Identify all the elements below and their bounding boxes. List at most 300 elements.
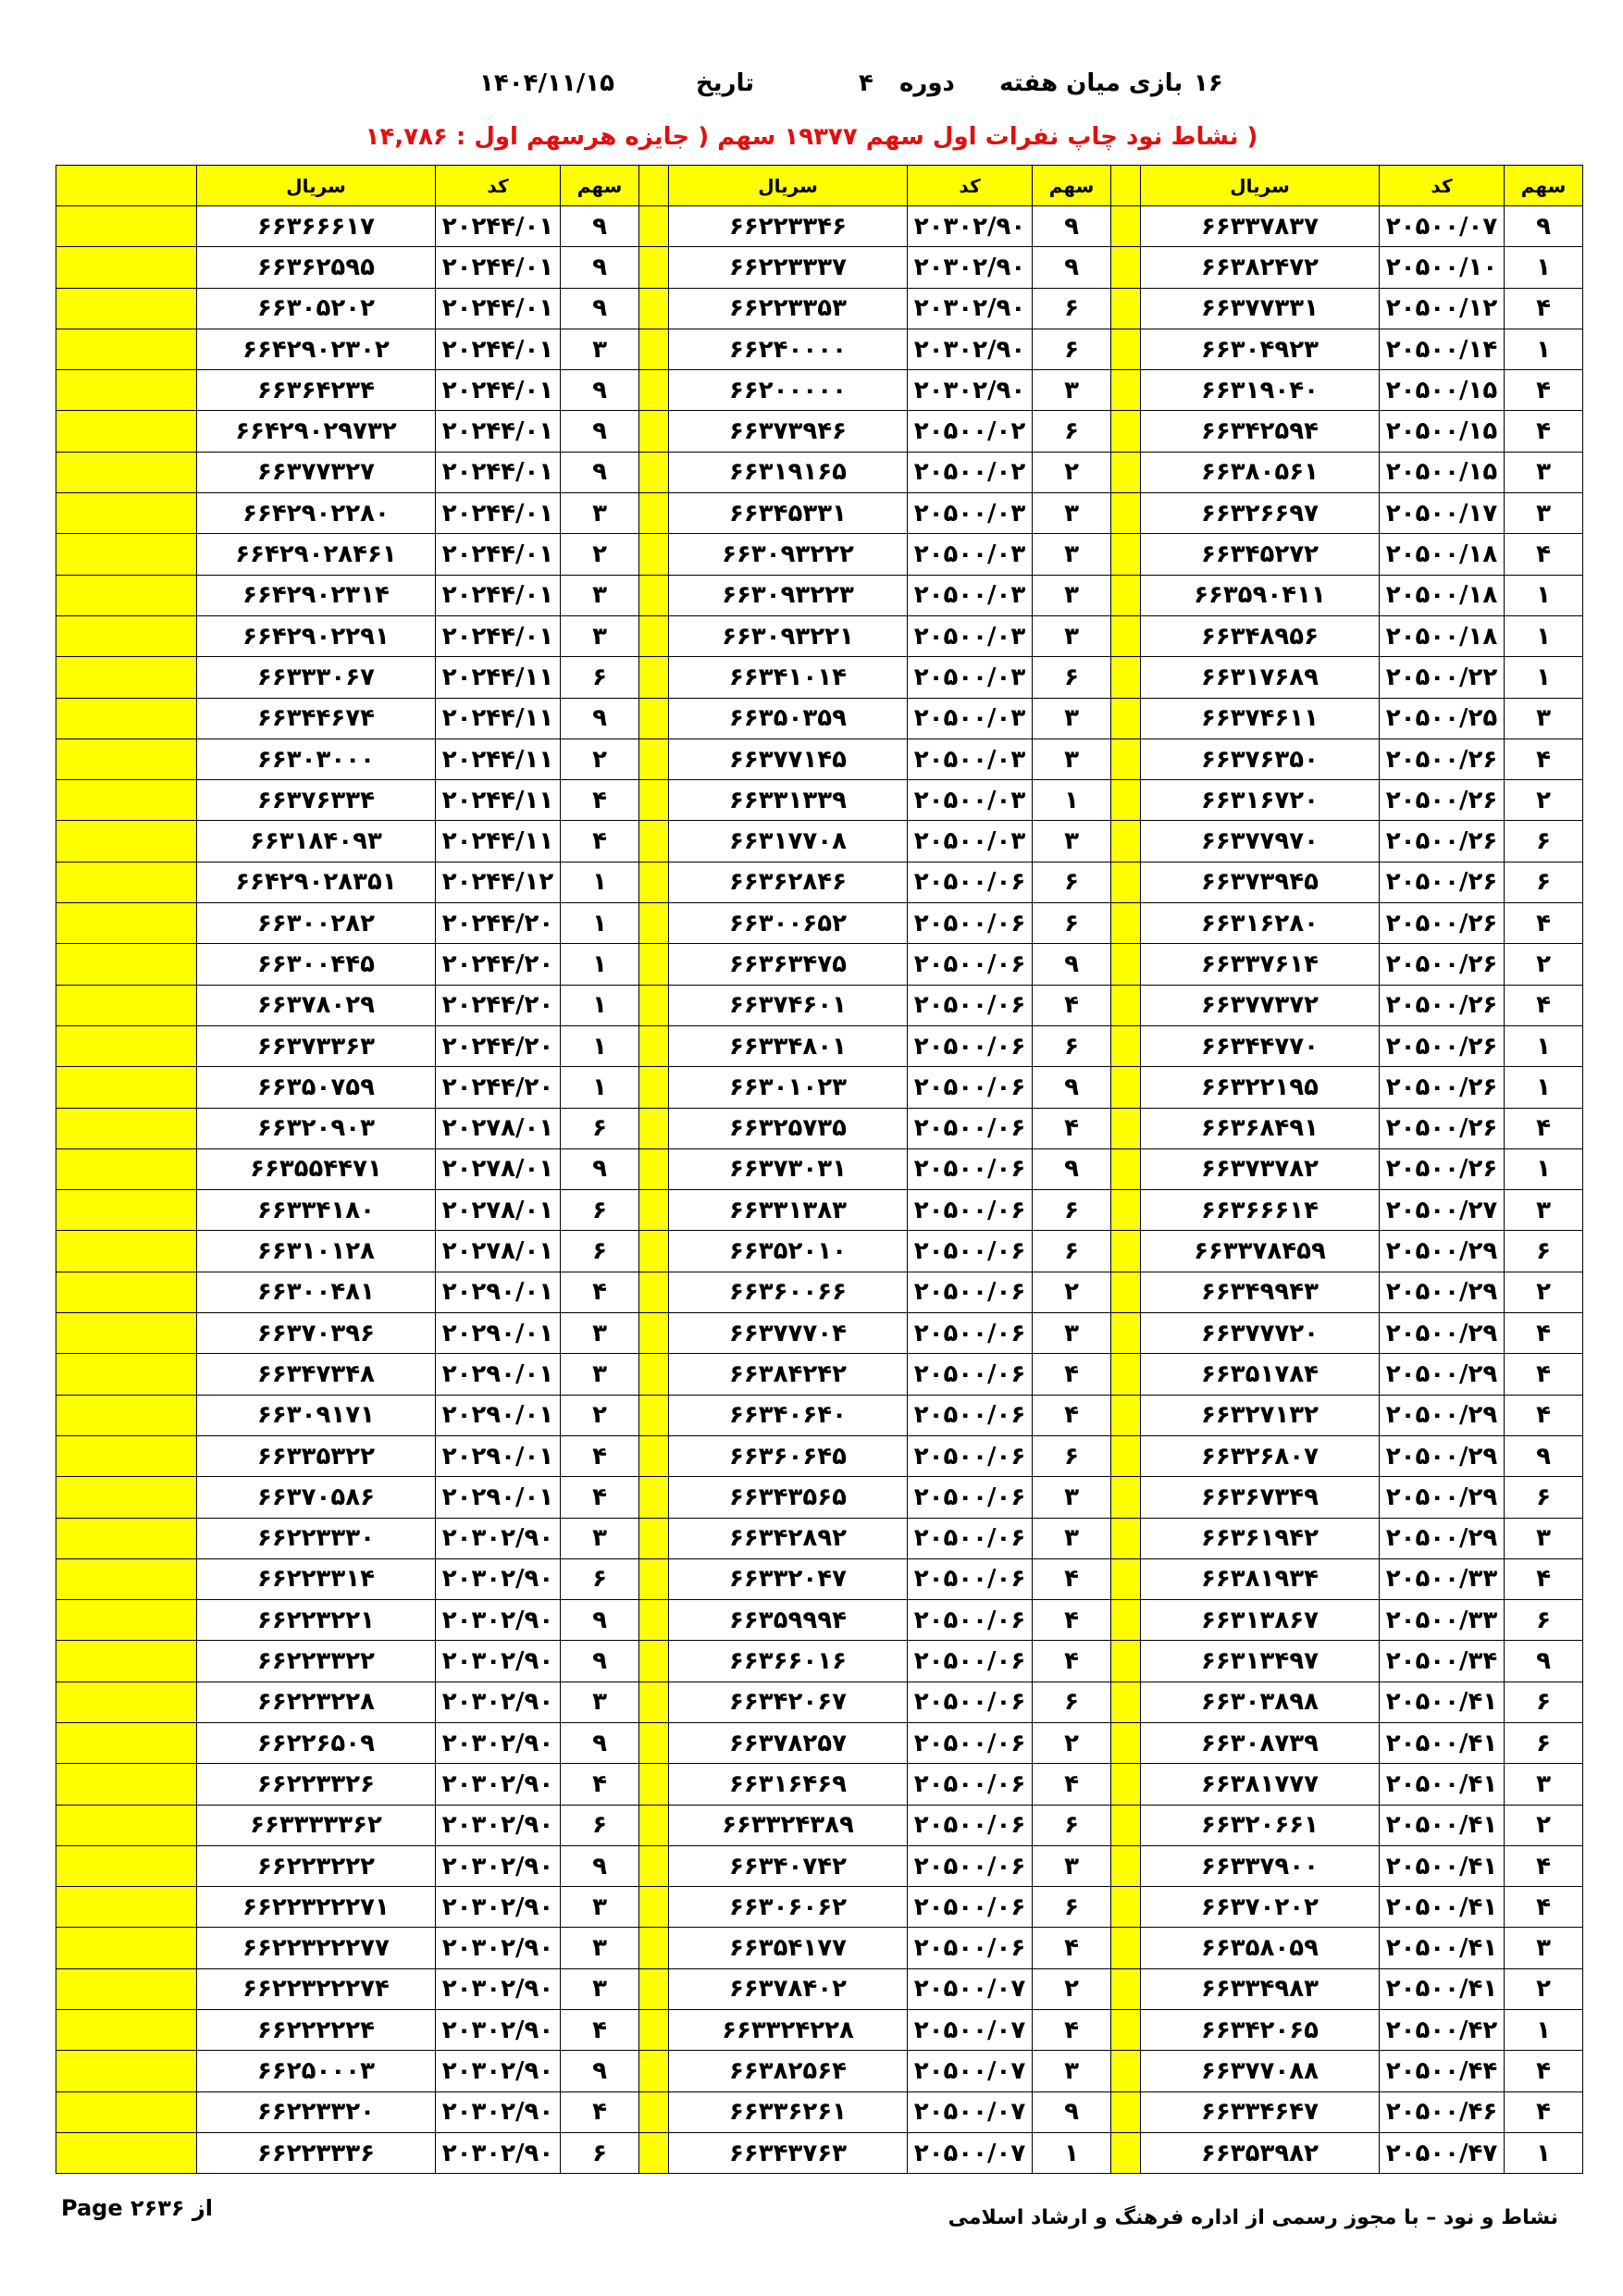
share-cell: ۶: [1033, 1231, 1111, 1272]
column-gap: [1111, 1435, 1141, 1476]
share-cell: ۶: [1033, 1190, 1111, 1231]
share-cell: ۹: [1505, 206, 1583, 247]
serial-cell: ۶۶۳۷۶۳۵۰: [1141, 738, 1380, 779]
share-cell: ۴: [1505, 1313, 1583, 1354]
code-cell: ۲۰۵۰۰/۰۶: [908, 1190, 1033, 1231]
share-cell: ۴: [1505, 411, 1583, 452]
column-gap: [639, 370, 669, 411]
column-gap: [1111, 698, 1141, 738]
share-cell: ۶: [561, 1805, 639, 1845]
serial-cell: ۶۶۳۸۲۴۷۲: [1141, 247, 1380, 288]
column-gap: [1111, 1108, 1141, 1148]
column-gap: [1111, 1887, 1141, 1928]
serial-cell: ۶۶۳۰۹۱۷۱: [197, 1395, 436, 1435]
share-cell: ۱: [561, 944, 639, 985]
column-gap: [56, 944, 197, 985]
code-cell: ۲۰۲۴۴/۱۲: [436, 862, 561, 902]
share-cell: ۹: [561, 247, 639, 288]
table-row: [56, 1435, 1583, 1476]
code-cell: ۲۰۵۰۰/۰۶: [908, 1313, 1033, 1354]
column-gap: [639, 1968, 669, 2009]
share-cell: ۲: [1033, 1968, 1111, 2009]
code-cell: ۲۰۲۷۸/۰۱: [436, 1190, 561, 1231]
code-cell: ۲۰۳۰۲/۹۰: [908, 247, 1033, 288]
column-gap: [56, 615, 197, 656]
share-cell: ۹: [1033, 247, 1111, 288]
code-cell: ۲۰۵۰۰/۰۶: [908, 1148, 1033, 1189]
column-gap: [639, 493, 669, 534]
column-gap: [56, 1845, 197, 1886]
code-cell: ۲۰۵۰۰/۲۲: [1380, 657, 1505, 698]
code-cell: ۲۰۵۰۰/۲۶: [1380, 985, 1505, 1025]
column-gap: [1111, 2132, 1141, 2173]
code-cell: ۲۰۵۰۰/۱۵: [1380, 370, 1505, 411]
share-cell: ۶: [1505, 1600, 1583, 1641]
table-row: [56, 1722, 1583, 1763]
code-cell: ۲۰۳۰۲/۹۰: [436, 1558, 561, 1599]
column-gap: [56, 1025, 197, 1066]
header-code: کد: [436, 166, 561, 206]
serial-cell: ۶۶۳۱۰۱۲۸: [197, 1231, 436, 1272]
serial-cell: ۶۶۲۲۳۲۲۸: [197, 1682, 436, 1722]
table-row: [56, 1641, 1583, 1682]
share-cell: ۹: [561, 2051, 639, 2091]
column-gap: [639, 1395, 669, 1435]
serial-cell: ۶۶۳۴۴۶۷۴: [197, 698, 436, 738]
code-cell: ۲۰۳۰۲/۹۰: [436, 1805, 561, 1845]
column-gap: [639, 2010, 669, 2051]
column-gap: [56, 1764, 197, 1805]
code-cell: ۲۰۲۷۸/۰۱: [436, 1108, 561, 1148]
column-gap: [1111, 2091, 1141, 2132]
column-gap: [639, 780, 669, 821]
serial-cell: ۶۶۳۶۰۰۶۶: [669, 1272, 908, 1312]
serial-cell: ۶۶۳۷۳۰۳۱: [669, 1148, 908, 1189]
serial-cell: ۶۶۳۷۸۰۲۹: [197, 985, 436, 1025]
column-gap: [1111, 166, 1141, 206]
share-cell: ۹: [561, 1600, 639, 1641]
share-cell: ۹: [561, 1722, 639, 1763]
serial-cell: ۶۶۳۸۲۵۶۴: [669, 2051, 908, 2091]
share-cell: ۴: [1505, 1558, 1583, 1599]
column-gap: [639, 1764, 669, 1805]
share-cell: ۳: [1033, 698, 1111, 738]
share-cell: ۹: [1033, 1067, 1111, 1108]
code-cell: ۲۰۲۹۰/۰۱: [436, 1477, 561, 1518]
share-cell: ۱: [561, 903, 639, 944]
code-cell: ۲۰۲۴۴/۱۱: [436, 657, 561, 698]
share-cell: ۱: [561, 985, 639, 1025]
column-gap: [56, 2051, 197, 2091]
code-cell: ۲۰۲۴۴/۲۰: [436, 1067, 561, 1108]
share-cell: ۶: [1033, 903, 1111, 944]
serial-cell: ۶۶۳۲۰۹۰۳: [197, 1108, 436, 1148]
share-cell: ۶: [1505, 1722, 1583, 1763]
code-cell: ۲۰۵۰۰/۲۶: [1380, 738, 1505, 779]
table-header-row: [56, 166, 1583, 206]
serial-cell: ۶۶۳۰۰۴۴۵: [197, 944, 436, 985]
serial-cell: ۶۶۳۷۳۹۴۵: [1141, 862, 1380, 902]
table-row: [56, 1025, 1583, 1066]
share-cell: ۳: [1033, 575, 1111, 615]
code-cell: ۲۰۵۰۰/۲۹: [1380, 1272, 1505, 1312]
code-cell: ۲۰۵۰۰/۰۶: [908, 1558, 1033, 1599]
table-row: [56, 738, 1583, 779]
column-gap: [639, 1190, 669, 1231]
share-cell: ۹: [561, 698, 639, 738]
code-cell: ۲۰۵۰۰/۲۹: [1380, 1354, 1505, 1395]
table-row: [56, 534, 1583, 575]
code-cell: ۲۰۵۰۰/۰۶: [908, 1435, 1033, 1476]
code-cell: ۲۰۵۰۰/۲۶: [1380, 1108, 1505, 1148]
column-gap: [1111, 821, 1141, 862]
share-cell: ۴: [1505, 2051, 1583, 2091]
serial-cell: ۶۶۲۲۳۳۳۰: [197, 1518, 436, 1558]
serial-cell: ۶۶۴۲۹۰۲۲۹۱: [197, 615, 436, 656]
column-gap: [1111, 944, 1141, 985]
serial-cell: ۶۶۳۴۱۰۱۴: [669, 657, 908, 698]
table-row: [56, 944, 1583, 985]
code-cell: ۲۰۵۰۰/۰۶: [908, 1025, 1033, 1066]
code-cell: ۲۰۵۰۰/۰۶: [908, 1887, 1033, 1928]
code-cell: ۲۰۲۴۴/۲۰: [436, 903, 561, 944]
serial-cell: ۶۶۳۴۰۶۴۰: [669, 1395, 908, 1435]
column-gap: [56, 166, 197, 206]
period-value: ۴: [859, 69, 873, 97]
code-cell: ۲۰۲۴۴/۰۱: [436, 452, 561, 492]
serial-cell: ۶۶۳۰۹۳۲۲۳: [669, 575, 908, 615]
serial-cell: ۶۶۳۳۷۶۱۴: [1141, 944, 1380, 985]
header-code: کد: [1380, 166, 1505, 206]
share-cell: ۶: [1033, 1887, 1111, 1928]
code-cell: ۲۰۵۰۰/۰۲: [908, 411, 1033, 452]
share-cell: ۳: [561, 1518, 639, 1558]
share-cell: ۲: [561, 534, 639, 575]
code-cell: ۲۰۳۰۲/۹۰: [436, 1641, 561, 1682]
share-cell: ۴: [1033, 985, 1111, 1025]
code-cell: ۲۰۲۴۴/۱۱: [436, 738, 561, 779]
serial-cell: ۶۶۳۶۱۹۴۲: [1141, 1518, 1380, 1558]
column-gap: [639, 698, 669, 738]
serial-cell: ۶۶۴۲۹۰۲۳۱۴: [197, 575, 436, 615]
table-row: [56, 575, 1583, 615]
serial-cell: ۶۶۳۸۱۷۷۷: [1141, 1764, 1380, 1805]
share-cell: ۳: [1033, 615, 1111, 656]
serial-cell: ۶۶۳۴۴۷۷۰: [1141, 1025, 1380, 1066]
column-gap: [1111, 1764, 1141, 1805]
code-cell: ۲۰۵۰۰/۰۶: [908, 1395, 1033, 1435]
share-cell: ۳: [561, 1682, 639, 1722]
share-cell: ۴: [1505, 1887, 1583, 1928]
serial-cell: ۶۶۳۲۰۶۶۱: [1141, 1805, 1380, 1845]
code-cell: ۲۰۵۰۰/۲۹: [1380, 1313, 1505, 1354]
serial-cell: ۶۶۲۲۲۲۲۴: [197, 2010, 436, 2051]
share-cell: ۹: [561, 1845, 639, 1886]
header-serial: سریال: [1141, 166, 1380, 206]
share-cell: ۱: [1505, 1025, 1583, 1066]
share-cell: ۶: [1033, 1682, 1111, 1722]
share-cell: ۹: [1033, 1148, 1111, 1189]
serial-cell: ۶۶۲۴۰۰۰۰: [669, 329, 908, 369]
table-row: [56, 1108, 1583, 1148]
code-cell: ۲۰۵۰۰/۰۶: [908, 1231, 1033, 1272]
column-gap: [56, 247, 197, 288]
column-gap: [639, 1518, 669, 1558]
serial-cell: ۶۶۲۲۳۲۲۲۷۴: [197, 1968, 436, 2009]
code-cell: ۲۰۵۰۰/۰۳: [908, 615, 1033, 656]
code-cell: ۲۰۵۰۰/۱۸: [1380, 534, 1505, 575]
serial-cell: ۶۶۳۷۳۷۸۲: [1141, 1148, 1380, 1189]
share-cell: ۴: [1033, 1354, 1111, 1395]
page-number: ۱۶: [1194, 69, 1223, 97]
serial-cell: ۶۶۳۸۰۵۶۱: [1141, 452, 1380, 492]
share-cell: ۶: [561, 1190, 639, 1231]
code-cell: ۲۰۵۰۰/۳۳: [1380, 1600, 1505, 1641]
column-gap: [56, 1722, 197, 1763]
code-cell: ۲۰۳۰۲/۹۰: [436, 1764, 561, 1805]
serial-cell: ۶۶۳۳۲۴۲۲۸: [669, 2010, 908, 2051]
share-cell: ۶: [561, 1108, 639, 1148]
serial-cell: ۶۶۲۲۶۵۰۹: [197, 1722, 436, 1763]
share-cell: ۴: [1033, 2010, 1111, 2051]
share-cell: ۴: [561, 1764, 639, 1805]
serial-cell: ۶۶۳۷۰۳۹۶: [197, 1313, 436, 1354]
column-gap: [639, 2132, 669, 2173]
column-gap: [1111, 1558, 1141, 1599]
serial-cell: ۶۶۳۱۸۴۰۹۳: [197, 821, 436, 862]
share-cell: ۶: [1505, 821, 1583, 862]
column-gap: [56, 862, 197, 902]
share-cell: ۹: [561, 1641, 639, 1682]
share-cell: ۳: [1033, 2051, 1111, 2091]
serial-cell: ۶۶۳۰۴۹۲۳: [1141, 329, 1380, 369]
serial-cell: ۶۶۳۱۹۱۶۵: [669, 452, 908, 492]
serial-cell: ۶۶۳۱۷۷۰۸: [669, 821, 908, 862]
table-row: [56, 1845, 1583, 1886]
share-cell: ۲: [1033, 1272, 1111, 1312]
share-cell: ۳: [561, 615, 639, 656]
code-cell: ۲۰۳۰۲/۹۰: [436, 1968, 561, 2009]
serial-cell: ۶۶۳۰۶۰۶۲: [669, 1887, 908, 1928]
column-gap: [1111, 2051, 1141, 2091]
column-gap: [1111, 862, 1141, 902]
header-share: سهم: [561, 166, 639, 206]
code-cell: ۲۰۳۰۲/۹۰: [436, 1887, 561, 1928]
column-gap: [1111, 206, 1141, 247]
code-cell: ۲۰۳۰۲/۹۰: [908, 370, 1033, 411]
code-cell: ۲۰۵۰۰/۲۶: [1380, 821, 1505, 862]
share-cell: ۳: [561, 1887, 639, 1928]
column-gap: [639, 821, 669, 862]
share-cell: ۴: [1033, 1395, 1111, 1435]
column-gap: [639, 1805, 669, 1845]
code-cell: ۲۰۵۰۰/۴۱: [1380, 1722, 1505, 1763]
serial-cell: ۶۶۳۲۲۱۹۵: [1141, 1067, 1380, 1108]
table-row: [56, 862, 1583, 902]
code-cell: ۲۰۲۴۴/۲۰: [436, 944, 561, 985]
code-cell: ۲۰۵۰۰/۰۶: [908, 1722, 1033, 1763]
column-gap: [1111, 903, 1141, 944]
share-cell: ۳: [1505, 493, 1583, 534]
serial-cell: ۶۶۳۶۲۵۹۵: [197, 247, 436, 288]
serial-cell: ۶۶۲۲۳۳۳۷: [669, 247, 908, 288]
serial-cell: ۶۶۳۳۴۹۸۳: [1141, 1968, 1380, 2009]
page-footer-label: Page ۲۶۳۶ از: [61, 2195, 213, 2221]
serial-cell: ۶۶۳۴۲۰۶۷: [669, 1682, 908, 1722]
table-row: [56, 2091, 1583, 2132]
column-gap: [56, 1887, 197, 1928]
code-cell: ۲۰۵۰۰/۱۰: [1380, 247, 1505, 288]
column-gap: [1111, 615, 1141, 656]
column-gap: [639, 1845, 669, 1886]
table-row: [56, 657, 1583, 698]
share-cell: ۹: [561, 411, 639, 452]
code-cell: ۲۰۵۰۰/۰۳: [908, 698, 1033, 738]
column-gap: [1111, 780, 1141, 821]
column-gap: [1111, 657, 1141, 698]
column-gap: [56, 575, 197, 615]
share-cell: ۲: [1505, 1968, 1583, 2009]
code-cell: ۲۰۲۴۴/۰۱: [436, 288, 561, 329]
code-cell: ۲۰۳۰۲/۹۰: [908, 206, 1033, 247]
share-cell: ۲: [561, 1395, 639, 1435]
serial-cell: ۶۶۳۴۰۷۴۲: [669, 1845, 908, 1886]
share-cell: ۲: [1505, 944, 1583, 985]
code-cell: ۲۰۳۰۲/۹۰: [436, 1518, 561, 1558]
column-gap: [56, 452, 197, 492]
share-cell: ۶: [1505, 1231, 1583, 1272]
code-cell: ۲۰۳۰۲/۹۰: [436, 2132, 561, 2173]
code-cell: ۲۰۲۷۸/۰۱: [436, 1231, 561, 1272]
code-cell: ۲۰۳۰۲/۹۰: [436, 1928, 561, 1968]
share-cell: ۲: [1033, 452, 1111, 492]
code-cell: ۲۰۵۰۰/۰۶: [908, 1067, 1033, 1108]
code-cell: ۲۰۵۰۰/۲۷: [1380, 1190, 1505, 1231]
column-gap: [639, 903, 669, 944]
column-gap: [1111, 1395, 1141, 1435]
share-cell: ۶: [1033, 288, 1111, 329]
table-row: [56, 370, 1583, 411]
column-gap: [56, 1968, 197, 2009]
serial-cell: ۶۶۳۵۵۴۴۷۱: [197, 1148, 436, 1189]
share-cell: ۳: [1033, 534, 1111, 575]
share-cell: ۴: [561, 1477, 639, 1518]
code-cell: ۲۰۵۰۰/۱۸: [1380, 615, 1505, 656]
serial-cell: ۶۶۳۰۹۳۲۲۱: [669, 615, 908, 656]
column-gap: [56, 1395, 197, 1435]
share-cell: ۱: [1505, 615, 1583, 656]
code-cell: ۲۰۵۰۰/۰۶: [908, 903, 1033, 944]
column-gap: [639, 657, 669, 698]
column-gap: [639, 2091, 669, 2132]
serial-cell: ۶۶۳۱۳۴۹۷: [1141, 1641, 1380, 1682]
column-gap: [1111, 985, 1141, 1025]
table-row: [56, 780, 1583, 821]
share-cell: ۱: [561, 1067, 639, 1108]
serial-cell: ۶۶۳۲۵۷۳۵: [669, 1108, 908, 1148]
table-row: [56, 1148, 1583, 1189]
code-cell: ۲۰۵۰۰/۰۶: [908, 1764, 1033, 1805]
code-cell: ۲۰۳۰۲/۹۰: [436, 2051, 561, 2091]
serial-cell: ۶۶۲۲۳۲۲۲۷۷: [197, 1928, 436, 1968]
code-cell: ۲۰۲۴۴/۰۱: [436, 329, 561, 369]
code-cell: ۲۰۵۰۰/۴۷: [1380, 2132, 1505, 2173]
share-cell: ۲: [1505, 1272, 1583, 1312]
share-cell: ۱: [1505, 1067, 1583, 1108]
table-row: [56, 1764, 1583, 1805]
column-gap: [56, 1641, 197, 1682]
serial-cell: ۶۶۲۲۳۲۲۱: [197, 1600, 436, 1641]
share-cell: ۳: [561, 1928, 639, 1968]
code-cell: ۲۰۵۰۰/۱۴: [1380, 329, 1505, 369]
serial-cell: ۶۶۳۷۶۳۳۴: [197, 780, 436, 821]
serial-cell: ۶۶۳۷۸۲۵۷: [669, 1722, 908, 1763]
table-row: [56, 2010, 1583, 2051]
code-cell: ۲۰۵۰۰/۰۶: [908, 985, 1033, 1025]
serial-cell: ۶۶۳۰۹۳۲۲۲: [669, 534, 908, 575]
column-gap: [639, 329, 669, 369]
code-cell: ۲۰۵۰۰/۲۶: [1380, 1025, 1505, 1066]
serial-cell: ۶۶۳۳۵۳۲۲: [197, 1435, 436, 1476]
serial-cell: ۶۶۳۴۲۸۹۲: [669, 1518, 908, 1558]
share-cell: ۴: [1033, 1764, 1111, 1805]
column-gap: [1111, 1067, 1141, 1108]
code-cell: ۲۰۲۴۴/۰۱: [436, 615, 561, 656]
code-cell: ۲۰۲۴۴/۰۱: [436, 247, 561, 288]
code-cell: ۲۰۵۰۰/۴۱: [1380, 1845, 1505, 1886]
share-cell: ۶: [1505, 862, 1583, 902]
code-cell: ۲۰۳۰۲/۹۰: [908, 329, 1033, 369]
code-cell: ۲۰۵۰۰/۲۹: [1380, 1477, 1505, 1518]
serial-cell: ۶۶۳۵۹۹۹۴: [669, 1600, 908, 1641]
code-cell: ۲۰۲۴۴/۱۱: [436, 698, 561, 738]
column-gap: [1111, 1805, 1141, 1845]
share-cell: ۱: [1505, 657, 1583, 698]
code-cell: ۲۰۵۰۰/۲۶: [1380, 1148, 1505, 1189]
share-cell: ۱: [561, 1025, 639, 1066]
code-cell: ۲۰۵۰۰/۳۳: [1380, 1558, 1505, 1599]
column-gap: [56, 657, 197, 698]
share-cell: ۲: [561, 738, 639, 779]
header-code: کد: [908, 166, 1033, 206]
column-gap: [56, 288, 197, 329]
table-row: [56, 452, 1583, 492]
share-cell: ۹: [1505, 1435, 1583, 1476]
table-row: [56, 698, 1583, 738]
table-row: [56, 493, 1583, 534]
code-cell: ۲۰۵۰۰/۰۶: [908, 1108, 1033, 1148]
column-gap: [639, 166, 669, 206]
serial-cell: ۶۶۳۷۷۹۷۰: [1141, 821, 1380, 862]
serial-cell: ۶۶۳۴۲۰۶۵: [1141, 2010, 1380, 2051]
table-row: [56, 1600, 1583, 1641]
code-cell: ۲۰۵۰۰/۰۶: [908, 862, 1033, 902]
column-gap: [56, 698, 197, 738]
column-gap: [56, 1190, 197, 1231]
serial-cell: ۶۶۳۶۶۰۱۶: [669, 1641, 908, 1682]
serial-cell: ۶۶۳۷۷۳۳۱: [1141, 288, 1380, 329]
serial-cell: ۶۶۳۲۶۶۹۷: [1141, 493, 1380, 534]
share-cell: ۶: [561, 1558, 639, 1599]
share-cell: ۱: [1505, 2132, 1583, 2173]
share-cell: ۶: [1033, 1435, 1111, 1476]
share-cell: ۳: [1505, 1518, 1583, 1558]
serial-cell: ۶۶۳۴۹۹۴۳: [1141, 1272, 1380, 1312]
column-gap: [56, 2010, 197, 2051]
share-cell: ۹: [561, 206, 639, 247]
code-cell: ۲۰۲۴۴/۱۱: [436, 821, 561, 862]
serial-cell: ۶۶۳۰۵۲۰۲: [197, 288, 436, 329]
